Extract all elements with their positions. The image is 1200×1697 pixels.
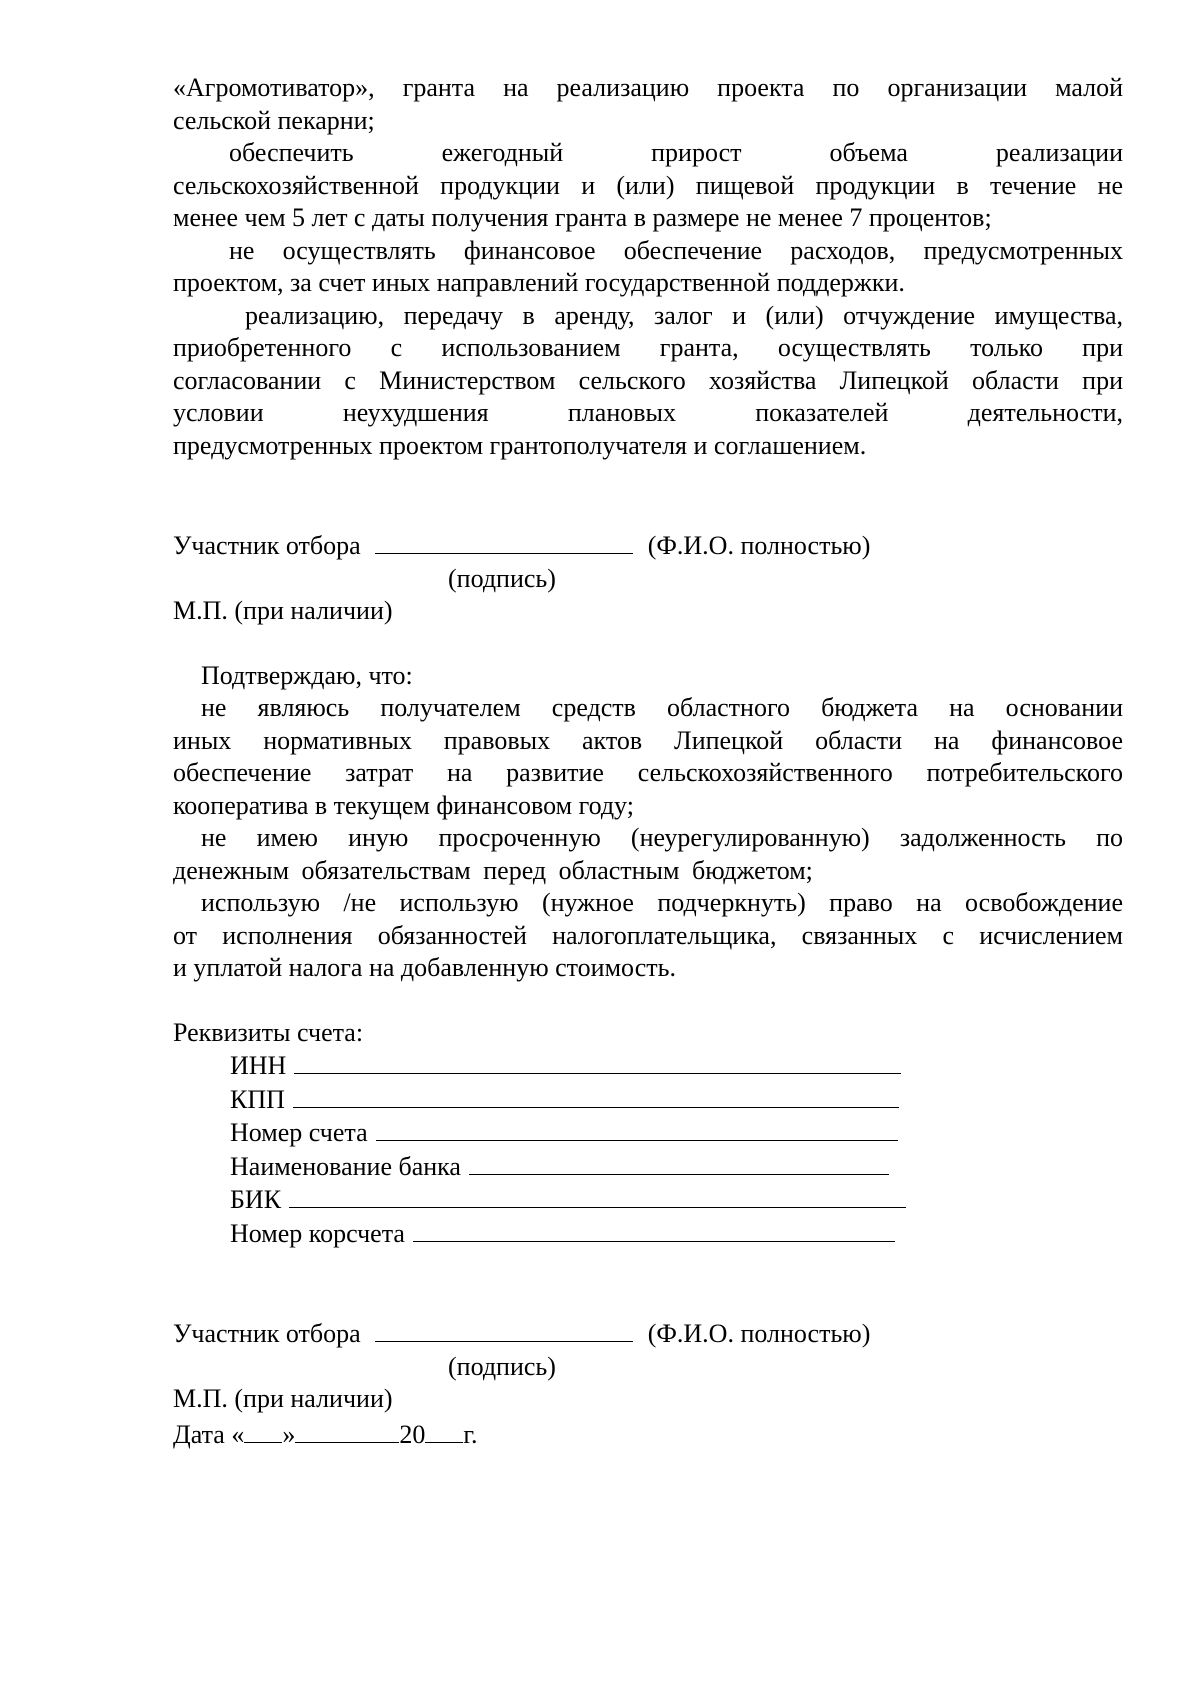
confirmation-block (173, 660, 1123, 985)
stamp-label: М.П. (при наличии) (173, 596, 393, 625)
text-line-spread (173, 397, 1123, 430)
date-line (173, 1416, 1123, 1452)
text-line: иных нормативных правовых актов Липецкой области на финансовое (173, 725, 1123, 755)
text-line-spread (173, 137, 1123, 170)
requisites-fields (173, 1049, 1123, 1250)
text-line: не осуществлять финансовое обеспечение расходов, предусмотренных (229, 235, 1123, 265)
text-line: согласовании с Министерством сельского хозяйства Липецкой области при (173, 365, 1123, 395)
account-label: Номер счета (230, 1118, 368, 1147)
word: обеспечить (229, 138, 354, 167)
text-line: приобретенного с использованием гранта, осуществлять только при (173, 333, 1123, 362)
inn-row (230, 1049, 1123, 1083)
signature-caption: (подпись) (448, 1351, 556, 1381)
fio-label: (Ф.И.О. полностью) (647, 1319, 871, 1348)
participant-label: Участник отбора (173, 531, 361, 560)
bank-label: Наименование банка (230, 1151, 461, 1181)
date-quote: » (282, 1419, 296, 1449)
signature-field[interactable] (375, 527, 633, 554)
corr-field[interactable] (413, 1217, 895, 1242)
date-suffix: г. (463, 1419, 478, 1449)
signature-block-1 (173, 527, 1123, 628)
word: объема (829, 138, 908, 167)
stamp-label: М.П. (при наличии) (173, 1384, 393, 1413)
date-year-prefix: 20 (399, 1419, 426, 1449)
bank-field[interactable] (469, 1150, 889, 1175)
text-line: кооператива в текущем финансовом году; (173, 790, 634, 820)
inn-label: ИНН (230, 1051, 287, 1080)
date-label: Дата « (173, 1419, 245, 1449)
requisites-block (173, 1017, 1123, 1251)
word: реализации (995, 138, 1123, 167)
kpp-field[interactable] (293, 1083, 899, 1108)
text-line: проектом, за счет иных направлений государственной поддержки. (173, 268, 905, 297)
document-body (173, 72, 1123, 1451)
account-row (230, 1116, 1123, 1150)
bik-field[interactable] (289, 1183, 906, 1208)
requisites-heading: Реквизиты счета: (173, 1017, 364, 1047)
text-line: не являюсь получателем средств областного бюджета на основании (201, 693, 1123, 722)
paragraph-grant-purpose (173, 72, 1123, 137)
word: ежегодный (441, 138, 564, 167)
signature-caption: (подпись) (448, 563, 556, 593)
word: условии (173, 398, 264, 427)
text-line: от исполнения обязанностей налогоплательщика, связанных с исчислением (173, 920, 1123, 950)
paragraph-annual-growth (173, 137, 1123, 235)
participant-label: Участник отбора (173, 1319, 361, 1348)
word: прирост (651, 138, 742, 167)
signature-line (173, 1315, 1123, 1351)
text-line: реализацию, передачу в аренду, залог и (или) отчуждение имущества, (245, 300, 1123, 330)
text-line: использую /не использую (нужное подчеркнуть) право на освобождение (201, 888, 1123, 917)
fio-label: (Ф.И.О. полностью) (647, 531, 871, 560)
word: деятельности, (967, 398, 1123, 427)
account-field[interactable] (376, 1116, 898, 1141)
corr-row (230, 1217, 1123, 1251)
kpp-label: КПП (230, 1084, 285, 1114)
inn-field[interactable] (294, 1049, 901, 1074)
confirmation-heading: Подтверждаю, что: (201, 660, 413, 690)
date-day-field[interactable] (244, 1416, 282, 1443)
bik-row (230, 1183, 1123, 1217)
signature-line (173, 527, 1123, 563)
signature-field[interactable] (375, 1315, 633, 1342)
word: неухудшения (342, 398, 489, 427)
text-line: сельскохозяйственной продукции и (или) пищевой продукции в течение не (173, 170, 1123, 200)
kpp-row (230, 1083, 1123, 1117)
text-line: «Агромотиватор», гранта на реализацию проекта по организации малой (173, 73, 1123, 102)
bank-row (230, 1150, 1123, 1184)
text-line: предусмотренных проектом грантополучателя и соглашением. (173, 430, 867, 460)
text-line: менее чем 5 лет с даты получения гранта в размере не менее 7 процентов; (173, 203, 992, 232)
corr-label: Номер корсчета (230, 1218, 405, 1248)
date-month-field[interactable] (295, 1416, 399, 1443)
text-line: денежным обязательствам перед областным бюджетом; (173, 855, 813, 885)
bik-label: БИК (230, 1185, 282, 1214)
paragraph-no-other-support (173, 235, 1123, 300)
word: показателей (755, 398, 889, 427)
word: плановых (567, 398, 676, 427)
text-line: сельской пекарни; (173, 105, 375, 135)
text-line: и уплатой налога на добавленную стоимость. (173, 953, 676, 982)
text-line: обеспечение затрат на развитие сельскохозяйственного потребительского (173, 758, 1123, 787)
date-year-field[interactable] (425, 1416, 463, 1443)
signature-block-2 (173, 1315, 1123, 1451)
text-line: не имею иную просроченную (неурегулированную) задолженность по (201, 823, 1123, 852)
paragraph-property-disposal (173, 300, 1123, 463)
